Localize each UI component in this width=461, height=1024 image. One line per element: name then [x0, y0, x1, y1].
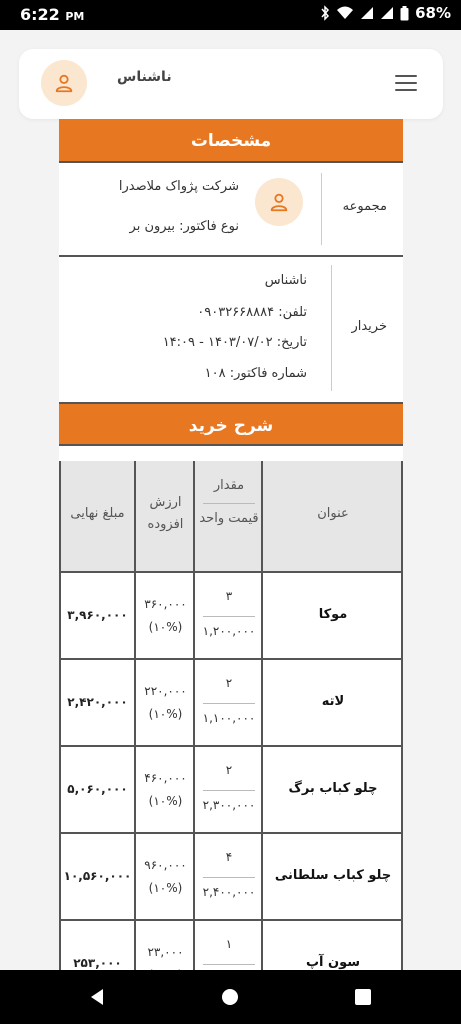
purchase-header: شرح خرید	[59, 402, 403, 446]
divider	[203, 703, 255, 704]
divider	[401, 461, 403, 970]
item-vat: ۳۶۰,۰۰۰	[144, 597, 187, 611]
divider	[193, 461, 195, 970]
company-avatar	[255, 178, 303, 226]
company-name: شرکت پژواک ملاصدرا	[118, 179, 239, 194]
col-total: مبلغ نهایی	[70, 506, 125, 521]
item-vat-percent: (۱۰%)	[148, 707, 183, 721]
buyer-label: خریدار	[351, 319, 387, 334]
battery-icon	[400, 6, 409, 21]
invoice	[59, 119, 403, 970]
item-vat-percent: (۱۰%)	[148, 620, 183, 634]
item-total: ۲,۴۲۰,۰۰۰	[67, 694, 128, 709]
signal-icon-2	[380, 6, 394, 20]
specs-header: مشخصات	[59, 119, 403, 163]
buyer-name: ناشناس	[264, 273, 307, 288]
divider	[321, 173, 322, 245]
item-total: ۵,۰۶۰,۰۰۰	[67, 781, 128, 796]
divider	[203, 790, 255, 791]
battery-percent: 68%	[415, 4, 451, 22]
item-vat: ۹۶۰,۰۰۰	[144, 858, 187, 872]
item-total: ۲۵۳,۰۰۰	[73, 955, 122, 970]
item-quantity: ۳	[225, 589, 233, 603]
item-unit-price: ۲,۳۰۰,۰۰۰	[202, 798, 256, 812]
home-icon[interactable]	[221, 988, 239, 1006]
invoice-type: نوع فاکتور: بیرون بر	[129, 219, 239, 234]
item-quantity: ۲	[225, 763, 233, 777]
item-quantity: ۱	[225, 937, 233, 951]
divider	[203, 616, 255, 617]
item-vat: ۲۲۰,۰۰۰	[144, 684, 187, 698]
divider	[59, 461, 61, 970]
item-quantity: ۴	[225, 850, 233, 864]
item-vat-cell	[136, 658, 195, 745]
table-row	[59, 571, 403, 658]
navigation-bar	[0, 970, 461, 1024]
divider	[203, 964, 255, 965]
item-title: چلو کباب برگ	[288, 781, 378, 796]
bluetooth-icon	[320, 5, 330, 21]
item-title: چلو کباب سلطانی	[274, 868, 392, 883]
table-row	[59, 745, 403, 832]
divider	[203, 503, 255, 504]
clock-ampm: PM	[65, 10, 85, 23]
divider	[331, 265, 332, 391]
invoice-date: تاریخ: ۱۴۰۳/۰۷/۰۲ - ۱۴:۰۹	[162, 335, 307, 350]
clock: 6:22	[20, 5, 60, 24]
buyer-phone: تلفن: ۰۹۰۳۲۶۶۸۸۸۴	[197, 305, 307, 320]
item-unit-price: ۱,۱۰۰,۰۰۰	[202, 711, 256, 725]
item-title: موکا	[318, 607, 348, 622]
status-icons	[320, 4, 451, 22]
item-vat: ۴۶۰,۰۰۰	[144, 771, 187, 785]
item-vat-cell	[136, 745, 195, 832]
col-unit-price: قیمت واحد	[199, 511, 259, 526]
wifi-icon	[336, 6, 354, 20]
back-icon[interactable]	[88, 988, 106, 1006]
status-bar	[0, 0, 461, 30]
col-title: عنوان	[317, 506, 349, 521]
divider	[261, 461, 263, 970]
item-vat: ۲۳,۰۰۰	[147, 945, 184, 959]
divider	[134, 461, 136, 970]
user-icon	[53, 72, 75, 94]
collection-label: مجموعه	[342, 199, 387, 214]
divider	[203, 877, 255, 878]
col-vat: ارزش افزوده	[147, 495, 184, 533]
app-header	[19, 49, 443, 119]
hamburger-menu-icon[interactable]	[395, 75, 417, 92]
item-title: سون آپ	[305, 955, 361, 970]
user-name: ناشناس	[117, 69, 172, 85]
item-vat-percent: (۱۰%)	[148, 881, 183, 895]
item-quantity-cell	[195, 571, 263, 658]
user-icon	[268, 191, 290, 213]
item-vat-cell	[136, 571, 195, 658]
avatar[interactable]	[41, 60, 87, 106]
col-quantity: مقدار	[213, 478, 245, 493]
item-vat-percent: (۱۰%)	[148, 794, 183, 808]
table-header	[59, 461, 403, 571]
table-row	[59, 832, 403, 919]
item-vat-cell	[136, 832, 195, 919]
item-total: ۳,۹۶۰,۰۰۰	[67, 607, 128, 622]
item-quantity-cell	[195, 658, 263, 745]
item-quantity-cell	[195, 745, 263, 832]
item-quantity: ۲	[225, 676, 233, 690]
signal-icon	[360, 6, 374, 20]
item-title: لاته	[321, 694, 345, 709]
item-total: ۱۰,۵۶۰,۰۰۰	[63, 868, 132, 883]
item-unit-price: ۱,۲۰۰,۰۰۰	[202, 624, 256, 638]
item-unit-price: ۲,۴۰۰,۰۰۰	[202, 885, 256, 899]
divider	[59, 255, 403, 257]
table-row	[59, 658, 403, 745]
recents-icon[interactable]	[354, 988, 372, 1006]
status-time	[20, 5, 84, 24]
item-quantity-cell	[195, 832, 263, 919]
invoice-number: شماره فاکتور: ۱۰۸	[204, 366, 307, 381]
